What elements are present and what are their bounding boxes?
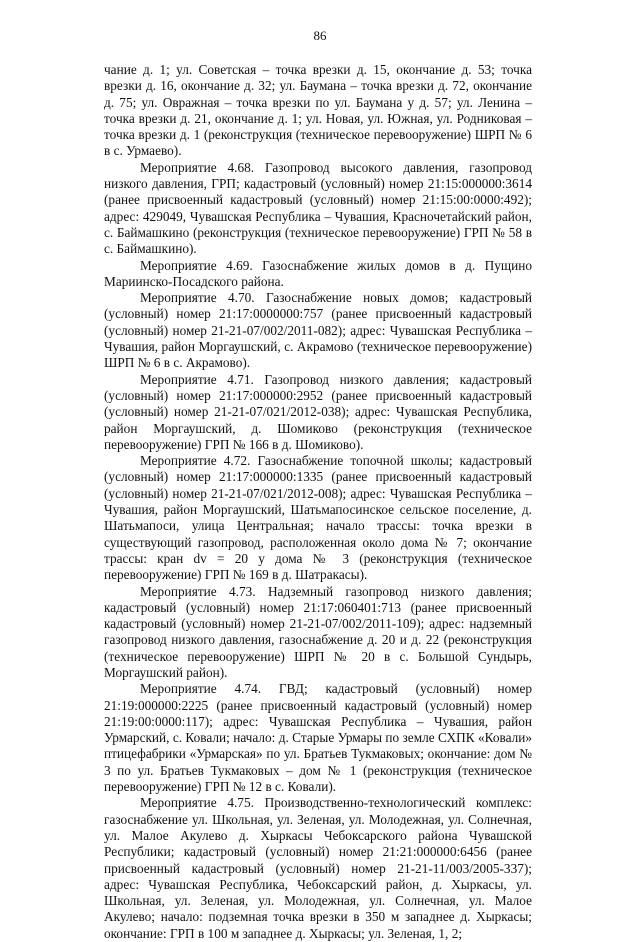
paragraph-measure-4-71: Мероприятие 4.71. Газопровод низкого давления; кадастровый (условный) номер 21:17:000000:2952 (ранее присвоенный кадастровый (условный) номер 21-21-07/021/2012-038); адрес: Чувашская Республика, район Моргаушский, д. Шомиково (реконструкция (техническое перевооружение) ГРП № 166 в д. Шомиково).	[104, 371, 532, 452]
paragraph-continuation: чание д. 1; ул. Советская – точка врезки д. 15, окончание д. 53; точка врезки д. 16, окончание д. 32; ул. Баумана – точка врезки д. 72, окончание д. 75; ул. Овражная – точка врезки по ул. Баумана у д. 57; ул. Ленина – точка врезки д. 21, окончание д. 1; ул. Новая, ул. Южная, ул. Родниковая – точка врезки д. 1 (реконструкция (техническое перевооружение) ШРП № 6 в с. Урмаево).	[104, 62, 532, 159]
paragraph-measure-4-70: Мероприятие 4.70. Газоснабжение новых домов; кадастровый (условный) номер 21:17:0000000:757 (ранее присвоенный кадастровый (условный) номер 21-21-07/002/2011-082); адрес: Чувашская Республика – Чувашия, район Моргаушский, с. Акрамово (техническое перевооружение) ШРП № 6 в с. Акрамово).	[104, 290, 532, 371]
page-body	[104, 62, 532, 942]
paragraph-measure-4-75: Мероприятие 4.75. Производственно-технологический комплекс: газоснабжение ул. Школьная, ул. Зеленая, ул. Молодежная, ул. Солнечная, ул. Малое Акулево д. Хыркасы Чебоксарского района Чувашской Республики; кадастровый (условный) номер 21:21:000000:6456 (ранее присвоенный кадастровый (условный) номер 21-21-11/003/2005-337); адрес: Чувашская Республика, Чебоксарский район, д. Хыркасы, ул. Школьная, ул. Зеленая, ул. Молодежная, ул. Солнечная, ул. Малое Акулево; начало: подземная точка врезки в 350 м западнее д. Хыркасы; окончание: ГРП в 100 м западнее д. Хыркасы; ул. Зеленая, 1, 2;	[104, 795, 532, 941]
paragraph-measure-4-74: Мероприятие 4.74. ГВД; кадастровый (условный) номер 21:19:000000:2225 (ранее присвоенный кадастровый (условный) номер 21:19:00:0000:117); адрес: Чувашская Республика – Чувашия, район Урмарский, с. Ковали; начало: д. Старые Урмары по земле СХПК «Ковали» птицефабрики «Урмарская» по ул. Братьев Тукмаковых; окончание: дом № 3 по ул. Братьев Тукмаковых – дом № 1 (реконструкция (техническое перевооружение) ГРП № 12 в с. Ковали).	[104, 681, 532, 795]
paragraph-measure-4-72: Мероприятие 4.72. Газоснабжение топочной школы; кадастровый (условный) номер 21:17:000000:1335 (ранее присвоенный кадастровый (условный) номер 21-21-07/021/2012-008); адрес: Чувашская Республика – Чувашия, район Моргаушский, Шатьмапосинское сельское поселение, д. Шатьмапоси, улица Центральная; начало трассы: точка врезки в существующий газопровод, расположенная около дома № 7; окончание трассы: кран dv = 20 у дома № 3 (реконструкция (техническое перевооружение) ГРП № 169 в д. Шатракасы).	[104, 453, 532, 583]
paragraph-measure-4-69: Мероприятие 4.69. Газоснабжение жилых домов в д. Пущино Мариинско-Посадского района.	[104, 257, 532, 289]
paragraph-measure-4-73: Мероприятие 4.73. Надземный газопровод низкого давления; кадастровый (условный) номер 21:17:060401:713 (ранее присвоенный кадастровый (условный) номер 21-21-07/002/2011-109); адрес: надземный газопровод низкого давления, газоснабжение д. 20 и д. 22 (реконструкция (техническое перевооружение) ШРП № 20 в с. Большой Сундырь, Моргаушский район).	[104, 583, 532, 680]
page-number: 86	[313, 28, 327, 43]
paragraph-measure-4-68: Мероприятие 4.68. Газопровод высокого давления, газопровод низкого давления, ГРП; кадастровый (условный) номер 21:15:000000:3614 (ранее присвоенный кадастровый (условный) номер 21:15:00:0000:492); адрес: 429049, Чувашская Республика – Чувашия, Красночетайский район, с. Баймашкино (реконструкция (техническое перевооружение) ГРП № 58 в с. Баймашкино).	[104, 159, 532, 257]
